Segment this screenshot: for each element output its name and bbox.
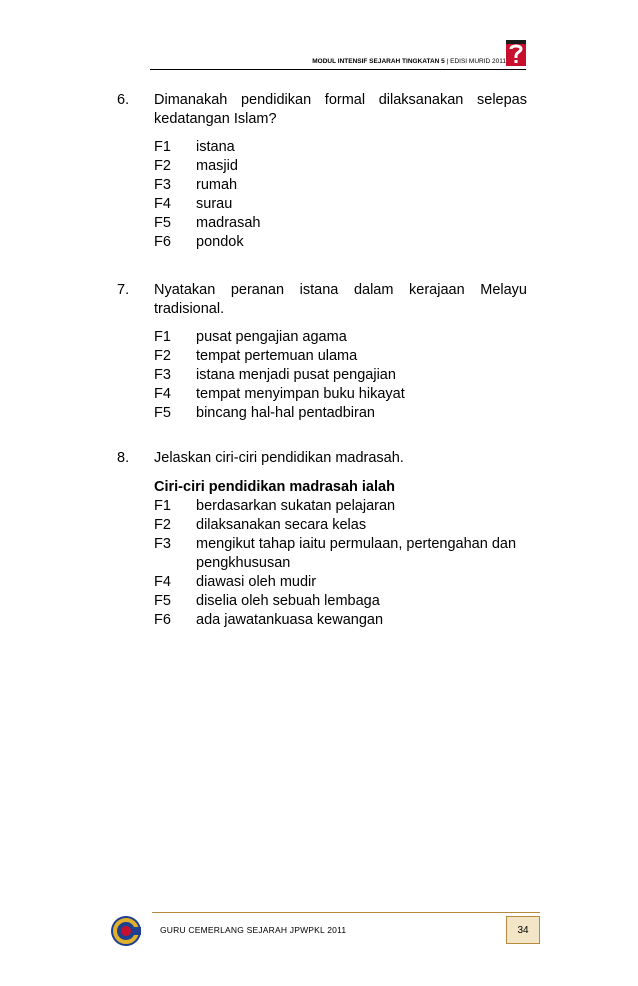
option-code: F1: [154, 329, 171, 345]
option-text: istana menjadi pusat pengajian: [196, 367, 396, 383]
option-item: [154, 176, 527, 195]
option-item: [154, 138, 527, 157]
option-text: pondok: [196, 234, 244, 250]
edition-label: EDISI MURID 2011: [450, 58, 506, 65]
option-list: [154, 328, 527, 423]
option-text: masjid: [196, 158, 238, 174]
answer-subheading: Ciri-ciri pendidikan madrasah ialah: [154, 478, 395, 495]
question-number: 7.: [117, 282, 130, 298]
option-item: [154, 233, 527, 252]
option-list: [154, 138, 527, 252]
option-list: [154, 497, 527, 630]
option-code: F1: [154, 497, 171, 514]
question-stem: Jelaskan ciri-ciri pendidikan madrasah.: [154, 450, 404, 466]
page-header: [150, 40, 526, 70]
option-text: diselia oleh sebuah lembaga: [196, 592, 380, 609]
option-code: F3: [154, 535, 171, 552]
question-7: [117, 281, 527, 423]
option-item: [154, 328, 527, 347]
option-item: [154, 404, 527, 423]
module-title: MODUL INTENSIF SEJARAH TINGKATAN 5: [312, 58, 445, 65]
option-code: F3: [154, 177, 171, 193]
option-code: F4: [154, 196, 171, 212]
option-text: berdasarkan sukatan pelajaran: [196, 497, 396, 514]
option-code: F4: [154, 573, 171, 590]
option-text: ada jawatankuasa kewangan: [196, 611, 384, 628]
option-code: F5: [154, 405, 171, 421]
option-text: pusat pengajian agama: [196, 329, 347, 345]
footer-bar: [152, 912, 540, 945]
option-text: tempat menyimpan buku hikayat: [196, 386, 405, 402]
option-code: F5: [154, 215, 171, 231]
option-item: [154, 347, 527, 366]
option-text: surau: [196, 196, 233, 212]
option-item: [154, 573, 527, 592]
header-separator: |: [446, 58, 449, 65]
option-code: F5: [154, 592, 171, 609]
option-text: istana: [196, 139, 235, 155]
option-item: [154, 592, 527, 611]
option-text: tempat pertemuan ulama: [196, 348, 358, 364]
header-text: [312, 58, 506, 65]
option-item: [154, 157, 527, 176]
option-text: madrasah: [196, 215, 261, 231]
question-number: 8.: [117, 450, 130, 466]
option-text: dilaksanakan secara kelas: [196, 516, 367, 533]
question-stem: Nyatakan peranan istana dalam kerajaan Melayu tradisional.: [154, 282, 527, 317]
option-item: [154, 195, 527, 214]
option-text: bincang hal-hal pentadbiran: [196, 405, 375, 421]
jpwpkl-logo-icon: [110, 915, 142, 947]
footer-text: GURU CEMERLANG SEJARAH JPWPKL 2011: [160, 925, 347, 935]
option-code: F2: [154, 348, 171, 364]
question-8: [117, 449, 527, 630]
option-code: F3: [154, 367, 171, 383]
option-text: mengikut tahap iaitu permulaan, pertengahan dan pengkhususan: [196, 535, 517, 571]
option-text: rumah: [196, 177, 238, 193]
option-item: [154, 385, 527, 404]
header-rule: [150, 69, 526, 70]
option-code: F6: [154, 611, 171, 628]
page-number: 34: [506, 916, 540, 944]
option-code: F4: [154, 386, 171, 402]
option-item: [154, 535, 527, 573]
question-6: [117, 91, 527, 252]
option-item: [154, 516, 527, 535]
question-stem: Dimanakah pendidikan formal dilaksanakan selepas kedatangan Islam?: [154, 92, 527, 127]
option-text: diawasi oleh mudir: [196, 573, 317, 590]
page-footer: [110, 912, 540, 946]
question-mark-icon: [506, 40, 526, 66]
option-item: [154, 497, 527, 516]
option-item: [154, 611, 527, 630]
option-code: F6: [154, 234, 171, 250]
option-code: F1: [154, 139, 171, 155]
option-code: F2: [154, 158, 171, 174]
question-number: 6.: [117, 92, 130, 108]
option-item: [154, 214, 527, 233]
option-item: [154, 366, 527, 385]
option-code: F2: [154, 516, 171, 533]
